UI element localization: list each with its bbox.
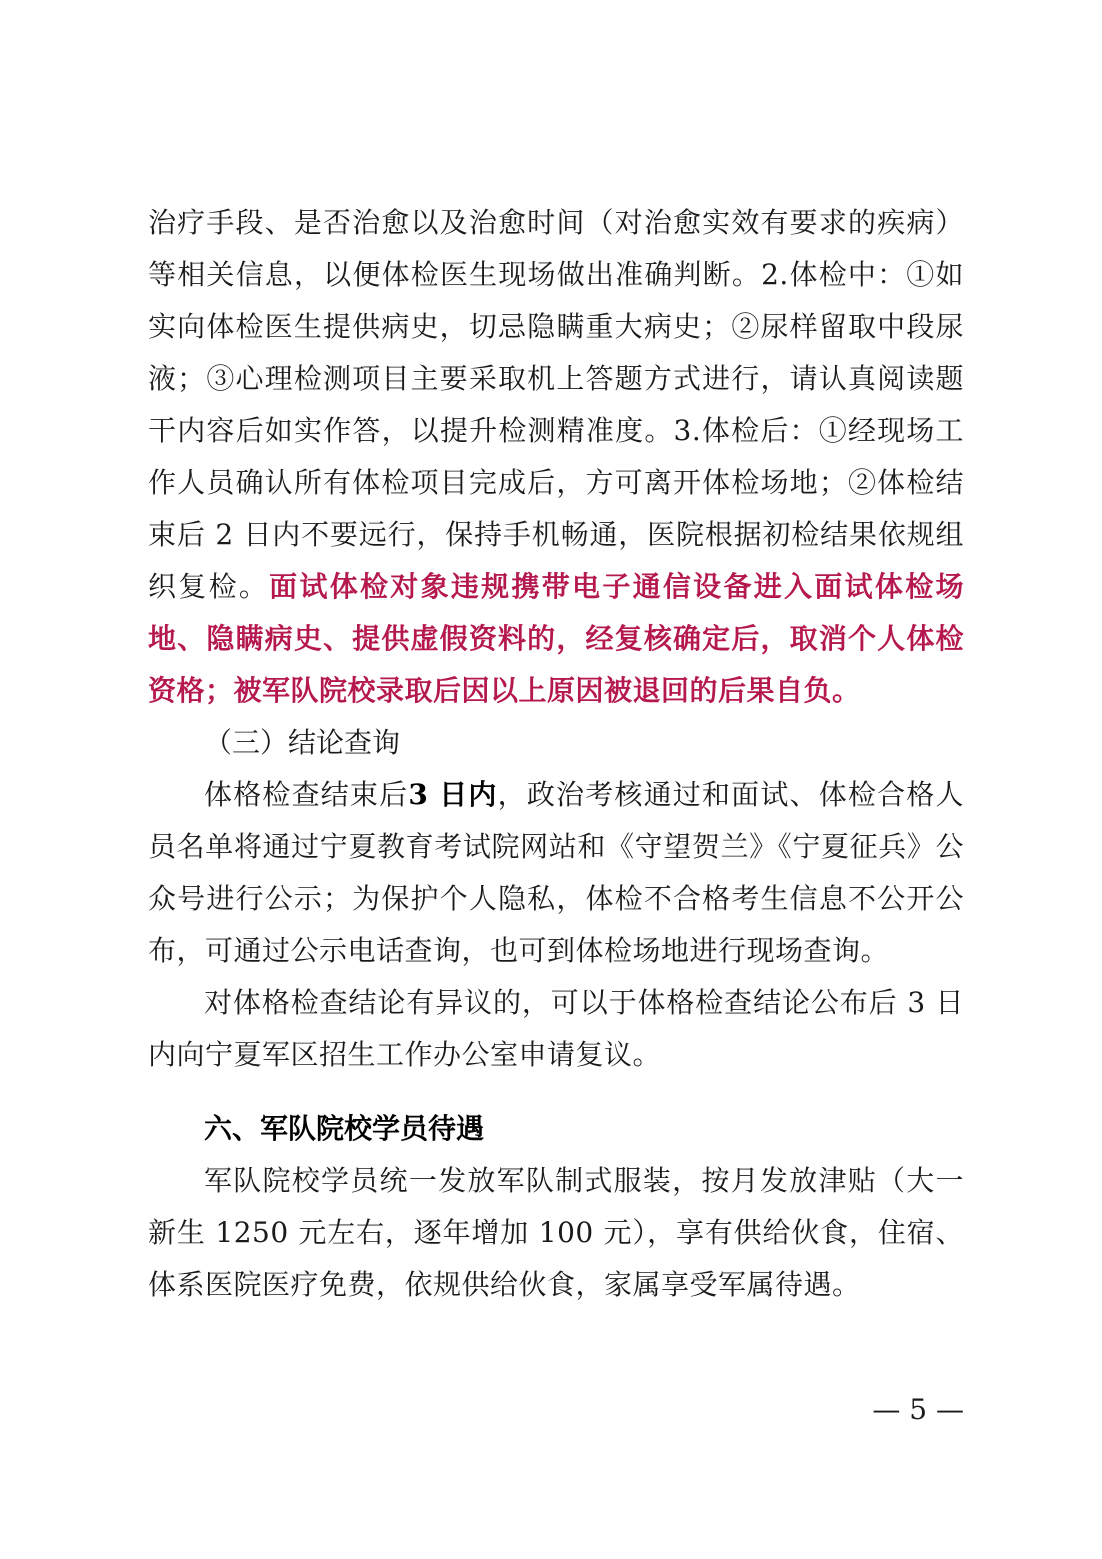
violation-warning-text: 面试体检对象违规携带电子通信设备进入面试体检场地、隐瞒病史、提供虚假资料的，经复核确定后，取消个人体检资格；被军队院校录取后因以上原因被退回的后果自负。 [148,570,964,707]
page-number: — 5 — [872,1393,964,1426]
result-deadline-highlight: 3 日内 [408,778,498,811]
exam-instructions-text: 治疗手段、是否治愈以及治愈时间（对治愈实效有要求的疾病）等相关信息，以便体检医生现场做出准确判断。2.体检中：①如实向体检医生提供病史，切忌隐瞒重大病史；②尿样留取中段尿液；③心理检测项目主要采取机上答题方式进行，请认真阅读题干内容后如实作答，以提升检测精准度。3.体检后：①经现场工作人员确认所有体检项目完成后，方可离开体检场地；②体检结束后 2 日内不要远行，保持手机畅通，医院根据初检结果依规组织复检。 [148,206,964,603]
result-publication-prefix: 体格检查结束后 [204,778,409,811]
paragraph-appeal: 对体格检查结论有异议的，可以于体格检查结论公布后 3 日内向宁夏军区招生工作办公室申请复议。 [148,986,964,1071]
section-gap [148,1081,964,1103]
paragraph-exam-instructions [148,197,964,717]
paragraph-cadet-benefits: 军队院校学员统一发放军队制式服装，按月发放津贴（大一新生 1250 元左右，逐年增加 100 元），享有供给伙食，住宿、体系医院医疗免费，依规供给伙食，家属享受军属待遇。 [148,1164,964,1301]
page-content [148,197,964,1311]
result-publication-rest: ，政治考核通过和面试、体检合格人员名单将通过宁夏教育考试院网站和《守望贺兰》《宁夏征兵》公众号进行公示；为保护个人隐私，体检不合格考生信息不公开公布，可通过公示电话查询，也可到体检场地进行现场查询。 [148,778,964,967]
section-heading-cadet-benefits: 六、军队院校学员待遇 [204,1112,485,1145]
paragraph-result-publication [148,769,964,977]
section-heading-result-query: （三）结论查询 [204,726,401,759]
